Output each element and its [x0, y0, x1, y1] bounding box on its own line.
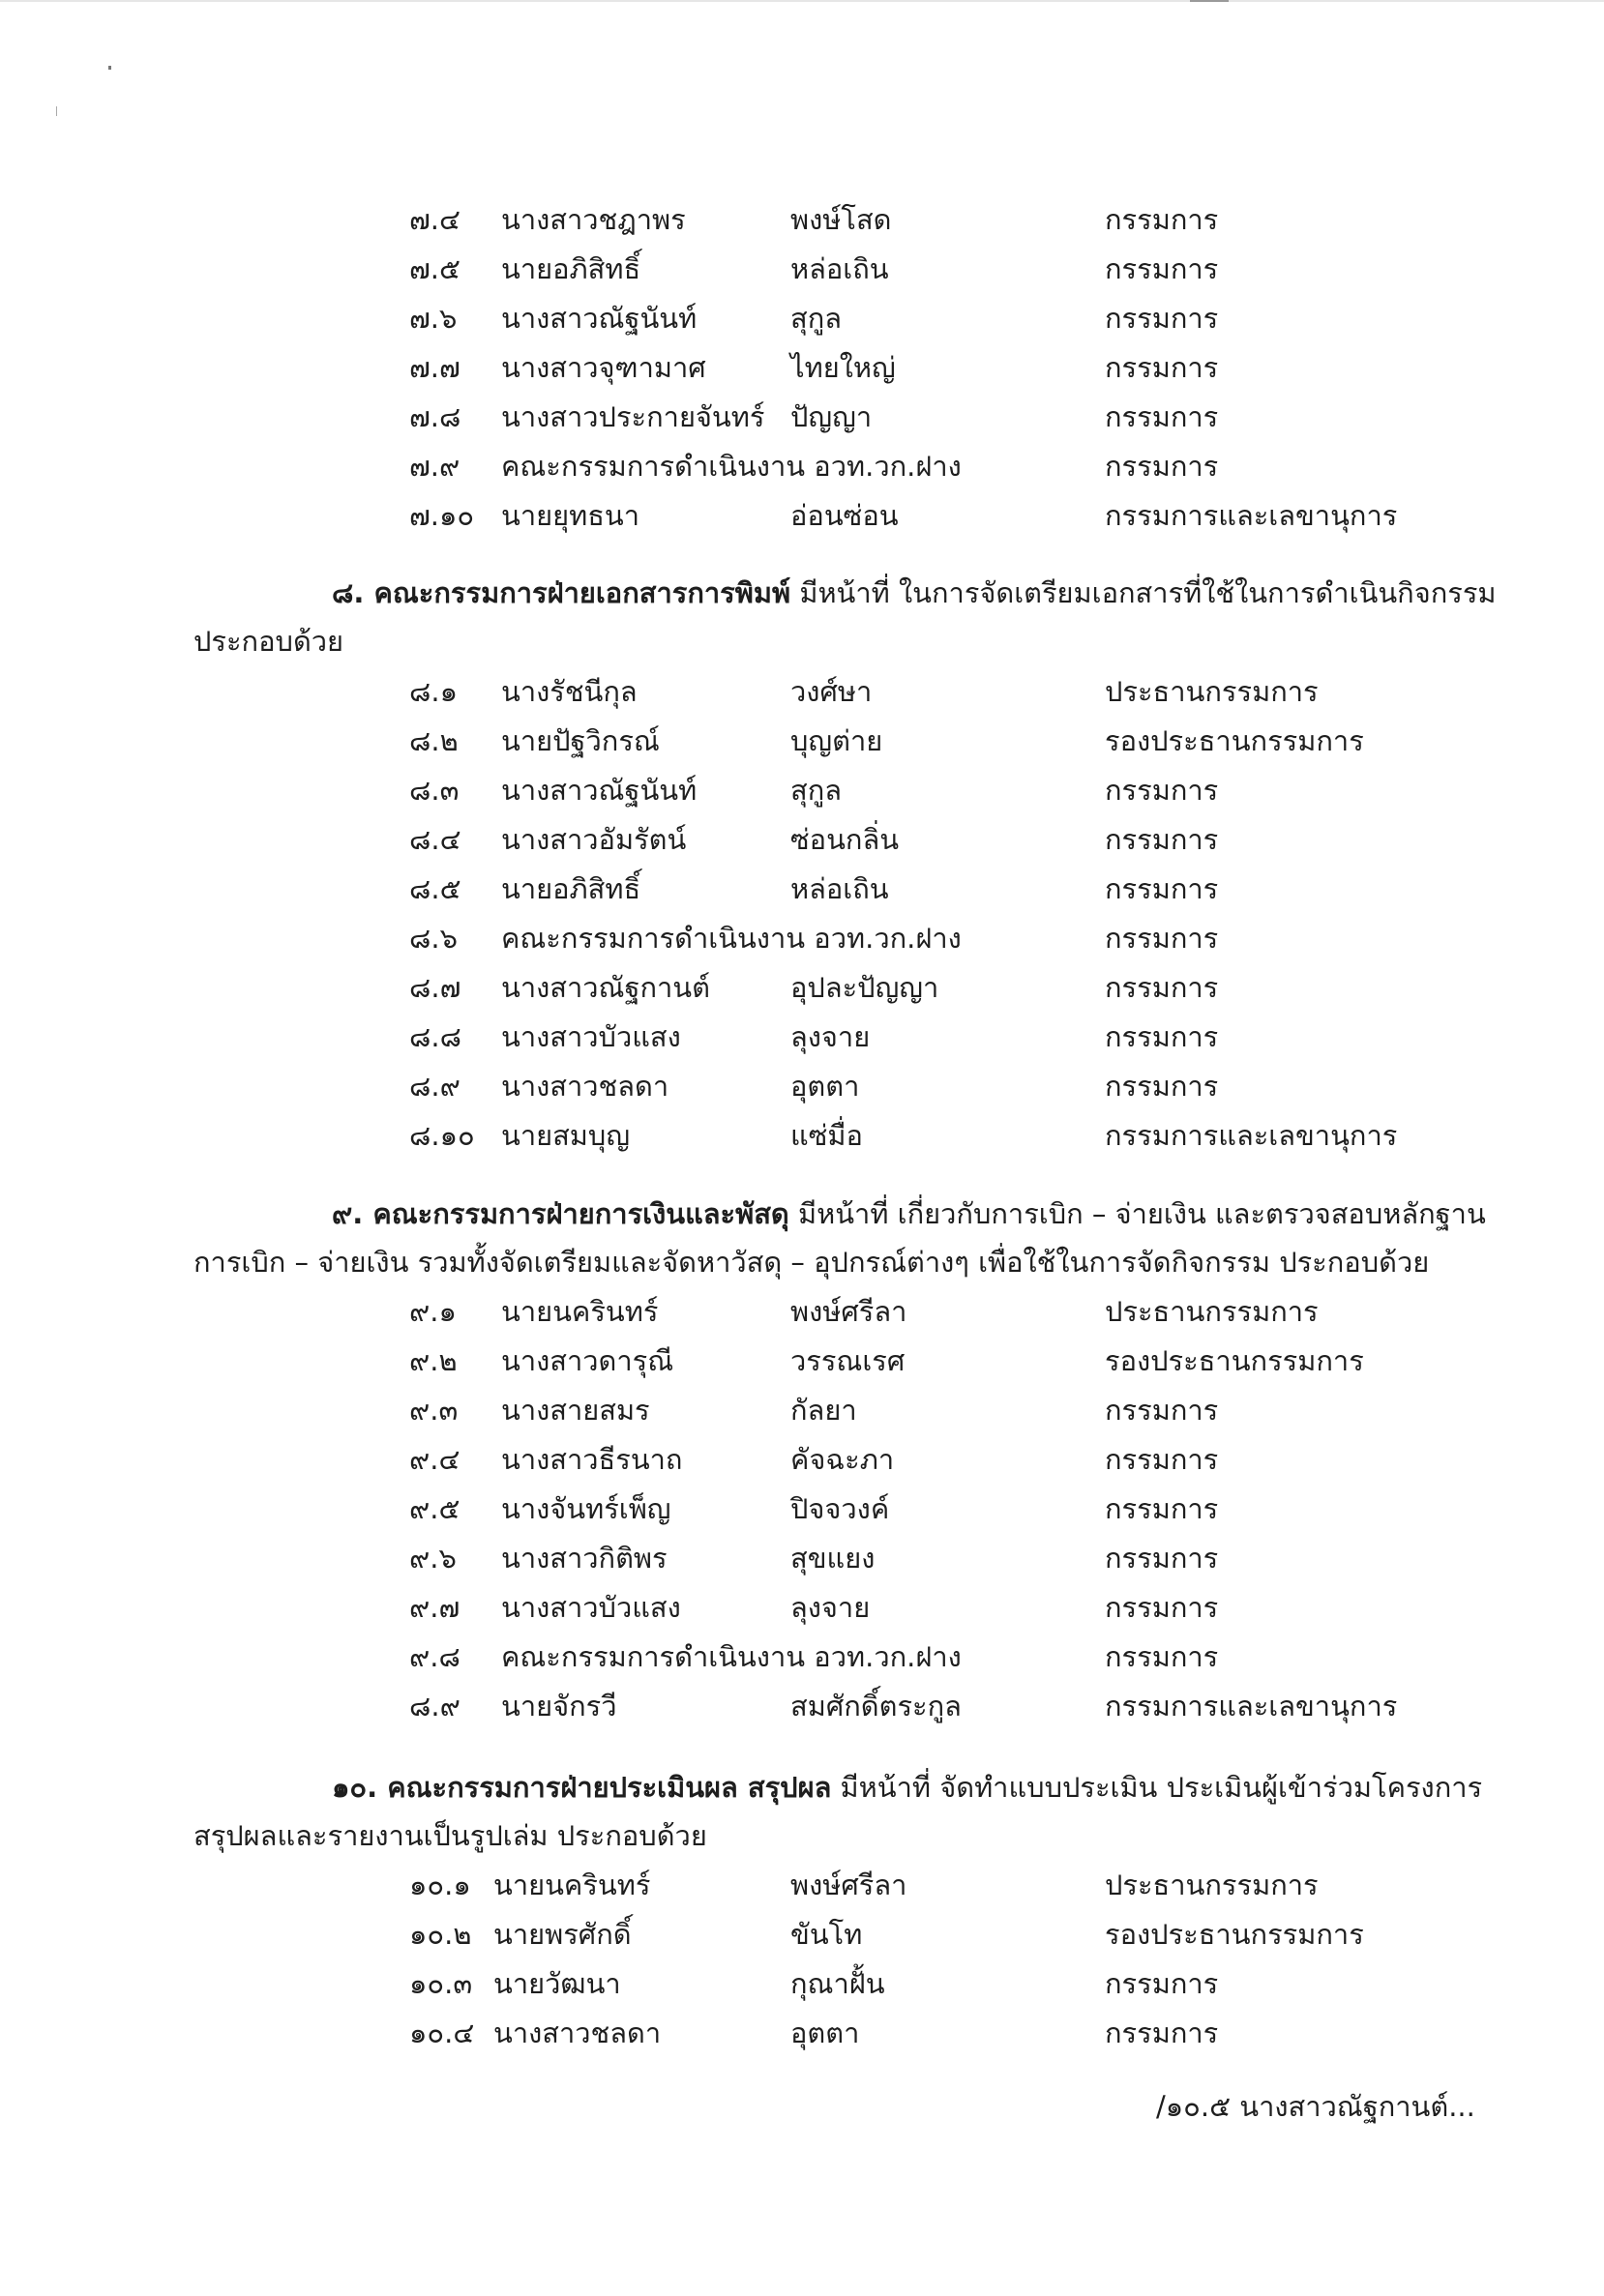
member-first-name: นางจันทร์เพ็ญ [501, 1492, 671, 1525]
member-role: กรรมการ [1105, 252, 1219, 285]
member-first-name: นายปัฐวิกรณ์ [501, 724, 660, 757]
member-number: ๘.๙ [409, 1690, 460, 1722]
member-number: ๘.๒ [409, 724, 459, 757]
member-number: ๙.๖ [409, 1542, 457, 1575]
member-first-name: นายอภิสิทธิ์ [501, 872, 641, 905]
member-first-name: นางสาวบัวแสง [501, 1020, 681, 1053]
member-first-name: นางสาวธีรนาถ [501, 1443, 683, 1476]
member-first-name: นางสาวณัฐนันท์ [501, 302, 698, 335]
member-first-name: นายอภิสิทธิ์ [501, 252, 641, 285]
section-8-description: มีหน้าที่ ในการจัดเตรียมเอกสารที่ใช้ในการดำเนินกิจกรรม [790, 576, 1497, 609]
member-last-name: หล่อเถิน [790, 872, 889, 905]
member-role: กรรมการ [1105, 1020, 1219, 1053]
section-9-description: มีหน้าที่ เกี่ยวกับการเบิก – จ่ายเงิน และตรวจสอบหลักฐาน [788, 1197, 1486, 1230]
member-first-name: นางสาวประกายจันทร์ [501, 400, 765, 433]
member-number: ๑๐.๔ [409, 2016, 475, 2049]
member-number: ๘.๔ [409, 823, 461, 856]
member-number: ๘.๘ [409, 1020, 461, 1053]
member-first-name: คณะกรรมการดำเนินงาน อวท.วก.ฝาง [501, 1640, 962, 1673]
member-first-name: นางสาวชลดา [493, 2016, 662, 2049]
member-last-name: บุญต่าย [790, 724, 883, 757]
member-role: กรรมการและเลขานุการ [1105, 1690, 1398, 1722]
member-last-name: พงษ์ศรีลา [790, 1869, 907, 1901]
member-role: กรรมการ [1105, 774, 1219, 807]
member-role: กรรมการและเลขานุการ [1105, 1119, 1398, 1152]
scan-speck [108, 66, 111, 70]
member-first-name: นายสมบุญ [501, 1119, 631, 1152]
member-number: ๗.๘ [409, 400, 461, 433]
member-first-name: นางสาวชลดา [501, 1070, 669, 1103]
member-number: ๙.๗ [409, 1591, 460, 1624]
member-first-name: นางสาวดารุณี [501, 1344, 674, 1377]
scan-mark [1190, 0, 1229, 2]
member-number: ๘.๕ [409, 872, 461, 905]
member-number: ๗.๖ [409, 302, 458, 335]
member-role: กรรมการ [1105, 400, 1219, 433]
member-role: รองประธานกรรมการ [1105, 1918, 1364, 1951]
member-number: ๙.๘ [409, 1640, 460, 1673]
section-9-heading [332, 1190, 1486, 1238]
member-first-name: นางสาวอัมรัตน์ [501, 823, 687, 856]
member-role: กรรมการ [1105, 203, 1219, 236]
section-9-title: ๙. คณะกรรมการฝ่ายการเงินและพัสดุ [332, 1197, 789, 1230]
member-first-name: นายนครินทร์ [501, 1295, 659, 1328]
member-last-name: ไทยใหญ่ [790, 351, 896, 384]
member-last-name: พงษ์โสด [790, 203, 892, 236]
member-role: กรรมการ [1105, 2016, 1219, 2049]
member-first-name: นางสาวชฎาพร [501, 203, 686, 236]
member-role: กรรมการ [1105, 823, 1219, 856]
section-10-title: ๑๐. คณะกรรมการฝ่ายประเมินผล สรุปผล [332, 1771, 832, 1804]
scan-speck [56, 106, 57, 116]
member-role: กรรมการ [1105, 1591, 1219, 1624]
member-last-name: พงษ์ศรีลา [790, 1295, 907, 1328]
member-last-name: อุตตา [790, 2016, 860, 2049]
member-last-name: สมศักดิ์ตระกูล [790, 1690, 962, 1722]
member-last-name: หล่อเถิน [790, 252, 889, 285]
member-role: กรรมการ [1105, 1967, 1219, 2000]
member-role: กรรมการ [1105, 1492, 1219, 1525]
section-10-heading-line2: สรุปผลและรายงานเป็นรูปเล่ม ประกอบด้วย [193, 1819, 707, 1852]
member-last-name: อุตตา [790, 1070, 860, 1103]
member-role: กรรมการ [1105, 1394, 1219, 1427]
page-continuation-marker: /๑๐.๕ นางสาวณัฐกานต์... [1156, 2090, 1475, 2123]
member-last-name: ขันโท [790, 1918, 863, 1951]
member-last-name: อุปละปัญญา [790, 971, 939, 1004]
member-role: กรรมการ [1105, 302, 1219, 335]
member-first-name: นายจักรวี [501, 1690, 617, 1722]
member-number: ๗.๕ [409, 252, 460, 285]
member-number: ๘.๖ [409, 922, 458, 955]
member-last-name: วงศ์ษา [790, 675, 873, 708]
section-8-heading [332, 569, 1497, 617]
member-first-name: คณะกรรมการดำเนินงาน อวท.วก.ฝาง [501, 922, 962, 955]
member-number: ๗.๑๐ [409, 499, 475, 532]
member-last-name: สุกูล [790, 774, 843, 807]
member-first-name: นางสาวกิติพร [501, 1542, 668, 1575]
member-role: กรรมการ [1105, 1640, 1219, 1673]
member-role: รองประธานกรรมการ [1105, 724, 1364, 757]
member-number: ๑๐.๓ [409, 1967, 473, 2000]
member-last-name: คัจฉะภา [790, 1443, 895, 1476]
member-role: กรรมการ [1105, 922, 1219, 955]
member-role: กรรมการ [1105, 971, 1219, 1004]
member-first-name: นายยุทธนา [501, 499, 640, 532]
member-role: ประธานกรรมการ [1105, 1869, 1319, 1901]
member-last-name: ซ่อนกลิ่น [790, 823, 900, 856]
member-last-name: ปิจจวงค์ [790, 1492, 890, 1525]
member-last-name: แซ่มื่อ [790, 1119, 863, 1152]
member-role: ประธานกรรมการ [1105, 675, 1319, 708]
member-role: กรรมการและเลขานุการ [1105, 499, 1398, 532]
member-number: ๙.๓ [409, 1394, 459, 1427]
member-number: ๗.๙ [409, 450, 460, 483]
member-number: ๗.๗ [409, 351, 460, 384]
section-9-heading-line2: การเบิก – จ่ายเงิน รวมทั้งจัดเตรียมและจัดหาวัสดุ – อุปกรณ์ต่างๆ เพื่อใช้ในการจัดกิจกรรม ประกอบด้วย [193, 1246, 1430, 1279]
member-first-name: นางสาวจุฑามาศ [501, 351, 706, 384]
member-role: กรรมการ [1105, 872, 1219, 905]
member-last-name: สุกูล [790, 302, 843, 335]
member-first-name: คณะกรรมการดำเนินงาน อวท.วก.ฝาง [501, 450, 962, 483]
member-last-name: กุณาฝั้น [790, 1967, 885, 2000]
member-first-name: นายนครินทร์ [493, 1869, 651, 1901]
member-role: กรรมการ [1105, 450, 1219, 483]
member-number: ๙.๒ [409, 1344, 458, 1377]
member-role: กรรมการ [1105, 351, 1219, 384]
member-number: ๗.๔ [409, 203, 460, 236]
section-8-title: ๘. คณะกรรมการฝ่ายเอกสารการพิมพ์ [332, 576, 791, 609]
member-number: ๘.๑ [409, 675, 458, 708]
member-role: รองประธานกรรมการ [1105, 1344, 1364, 1377]
member-last-name: วรรณเรศ [790, 1344, 906, 1377]
member-number: ๙.๕ [409, 1492, 460, 1525]
member-first-name: นางสายสมร [501, 1394, 650, 1427]
member-number: ๘.๙ [409, 1070, 460, 1103]
member-number: ๙.๑ [409, 1295, 457, 1328]
member-role: กรรมการ [1105, 1070, 1219, 1103]
member-number: ๘.๓ [409, 774, 460, 807]
member-role: กรรมการ [1105, 1443, 1219, 1476]
member-first-name: นางรัชนีกุล [501, 675, 638, 708]
member-number: ๘.๗ [409, 971, 461, 1004]
member-role: กรรมการ [1105, 1542, 1219, 1575]
member-last-name: ลุงจาย [790, 1591, 871, 1624]
member-role: ประธานกรรมการ [1105, 1295, 1319, 1328]
member-last-name: อ่อนซ่อน [790, 499, 899, 532]
section-10-heading [332, 1763, 1482, 1811]
member-first-name: นางสาวณัฐกานต์ [501, 971, 710, 1004]
member-last-name: ปัญญา [790, 400, 873, 433]
section-10-description: มีหน้าที่ จัดทำแบบประเมิน ประเมินผู้เข้าร่วมโครงการ [831, 1771, 1483, 1804]
section-8-heading-line2: ประกอบด้วย [193, 625, 344, 658]
scan-top-edge [0, 0, 1604, 2]
member-first-name: นางสาวณัฐนันท์ [501, 774, 698, 807]
member-number: ๙.๔ [409, 1443, 460, 1476]
member-first-name: นายวัฒนา [493, 1967, 621, 2000]
member-last-name: สุขแยง [790, 1542, 876, 1575]
member-number: ๑๐.๒ [409, 1918, 472, 1951]
member-last-name: ลุงจาย [790, 1020, 871, 1053]
member-first-name: นายพรศักดิ์ [493, 1918, 632, 1951]
member-first-name: นางสาวบัวแสง [501, 1591, 681, 1624]
member-number: ๑๐.๑ [409, 1869, 471, 1901]
member-last-name: กัลยา [790, 1394, 857, 1427]
member-number: ๘.๑๐ [409, 1119, 475, 1152]
